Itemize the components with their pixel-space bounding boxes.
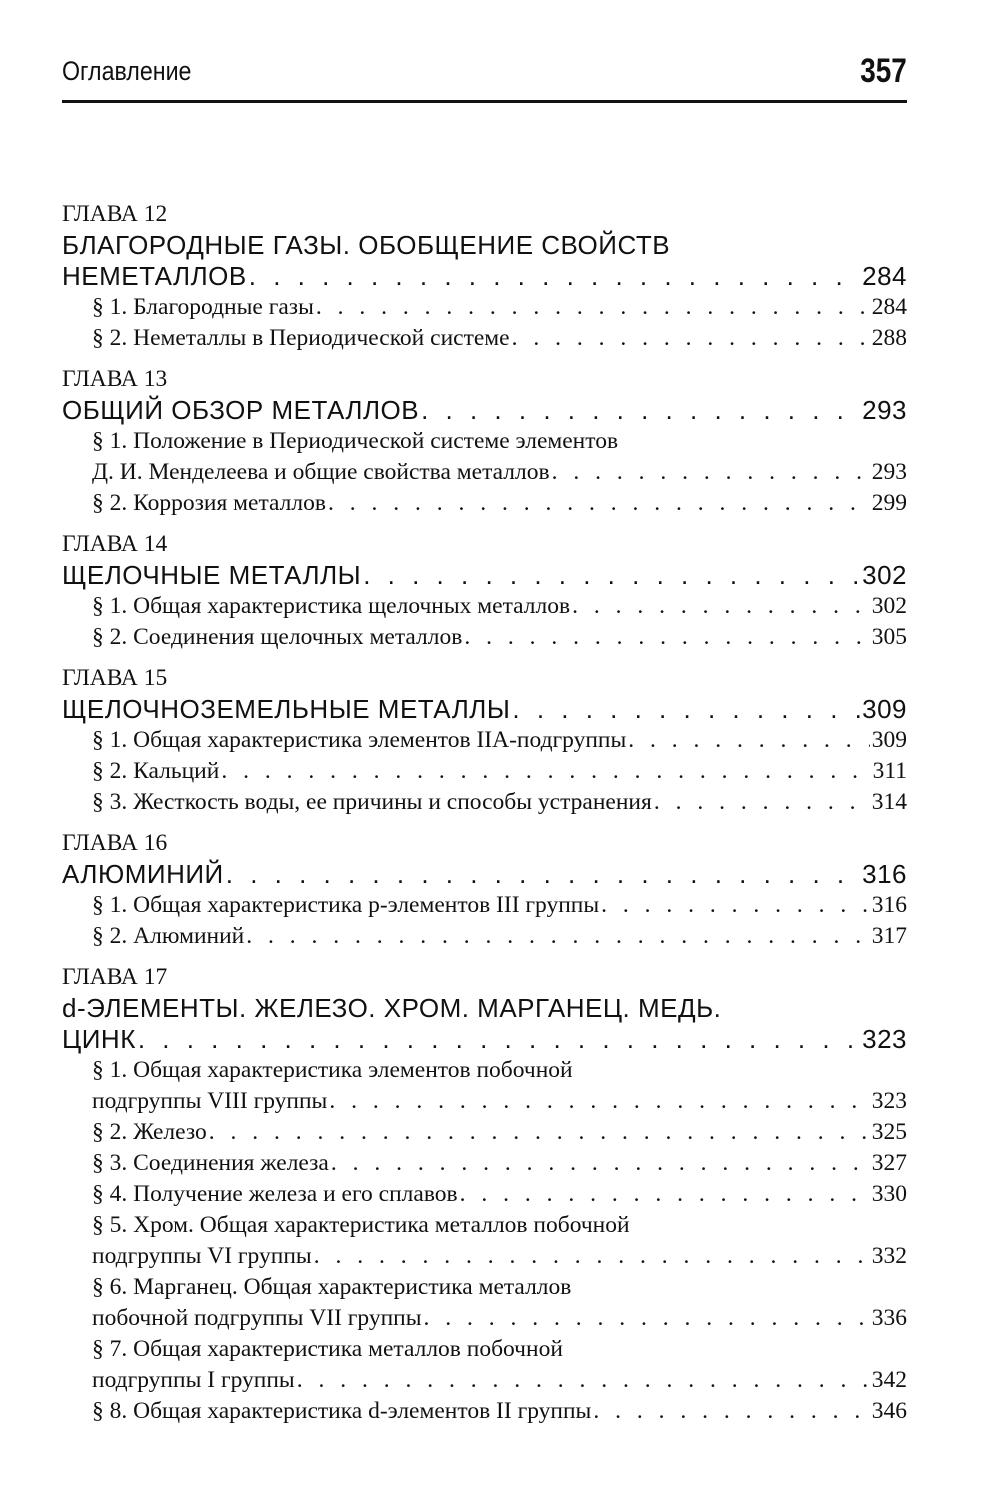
chapter-title-entry[interactable] [62, 859, 907, 890]
page-reference: 288 [871, 325, 907, 351]
dot-leader [601, 890, 870, 921]
toc-entry[interactable] [62, 622, 907, 653]
section-title: § 2. Соединения щелочных металлов [92, 624, 463, 650]
page-reference: 317 [871, 923, 907, 949]
toc-entry[interactable] [62, 725, 907, 756]
dot-leader [628, 725, 869, 756]
dot-leader [654, 787, 870, 818]
dot-leader [209, 1117, 870, 1148]
chapter-title-entry[interactable] [62, 1024, 907, 1055]
dot-leader [314, 1241, 870, 1272]
toc-entry[interactable] [62, 1334, 907, 1396]
toc-entry[interactable] [62, 1055, 907, 1117]
page-reference: 311 [872, 758, 907, 784]
chapter-12 [62, 199, 907, 354]
section-title: подгруппы I группы [92, 1367, 295, 1393]
section-title: § 2. Железо [92, 1119, 207, 1145]
page-reference: 293 [871, 459, 907, 485]
toc-entry[interactable] [62, 426, 907, 488]
page-reference: 342 [871, 1367, 907, 1393]
toc-entry[interactable] [62, 323, 907, 354]
section-title: § 8. Общая характеристика d-элементов II группы [92, 1398, 592, 1424]
chapter-title: ЩЕЛОЧНЫЕ МЕТАЛЛЫ [62, 560, 362, 590]
toc-entry[interactable] [62, 292, 907, 323]
chapter-label[interactable]: ГЛАВА 17 [62, 964, 168, 990]
page-reference: 314 [871, 789, 907, 815]
chapter-title-entry[interactable] [62, 560, 907, 591]
page-reference: 299 [871, 490, 907, 516]
page-reference: 327 [871, 1150, 907, 1176]
page-reference: 336 [871, 1305, 907, 1331]
page-reference: 309 [862, 694, 907, 724]
chapter-label[interactable]: ГЛАВА 15 [62, 665, 168, 691]
running-header-title: Оглавление [62, 56, 192, 86]
page-number: 357 [860, 52, 907, 90]
page-reference: 302 [862, 560, 907, 590]
page-reference: 293 [862, 395, 907, 425]
dot-leader [221, 756, 870, 787]
page-reference: 316 [871, 892, 907, 918]
section-title: Д. И. Менделеева и общие свойства металлов [92, 459, 550, 485]
toc-entry[interactable] [62, 1148, 907, 1179]
dot-leader [464, 622, 869, 653]
toc-entry[interactable] [62, 1272, 907, 1334]
section-title: побочной подгруппы VII группы [92, 1305, 422, 1331]
section-title: § 2. Алюминий [92, 923, 245, 949]
page-reference: 302 [871, 593, 907, 619]
dot-leader [246, 921, 870, 952]
section-title: § 2. Коррозия металлов [92, 490, 326, 516]
toc-entry[interactable] [62, 1396, 907, 1427]
dot-leader [512, 694, 860, 725]
dot-leader [297, 1365, 870, 1396]
chapter-title: ОБЩИЙ ОБЗОР МЕТАЛЛОВ [62, 395, 420, 425]
page-reference: 323 [862, 1024, 907, 1054]
section-title: § 5. Хром. Общая характеристика металлов побочной [92, 1212, 630, 1238]
dot-leader [331, 1148, 870, 1179]
running-header [62, 50, 907, 103]
chapter-label[interactable]: ГЛАВА 12 [62, 201, 168, 227]
page-reference: 325 [871, 1119, 907, 1145]
dot-leader [593, 1396, 869, 1427]
chapter-label[interactable]: ГЛАВА 13 [62, 366, 168, 392]
section-title: § 7. Общая характеристика металлов побочной [92, 1336, 563, 1362]
section-title: § 1. Положение в Периодической системе элементов [92, 428, 619, 454]
section-title: § 6. Марганец. Общая характеристика металлов [92, 1274, 572, 1300]
chapter-title[interactable]: БЛАГОРОДНЫЕ ГАЗЫ. ОБОБЩЕНИЕ СВОЙСТВ [62, 230, 671, 260]
dot-leader [329, 1086, 869, 1117]
toc-entry[interactable] [62, 1179, 907, 1210]
chapter-label[interactable]: ГЛАВА 16 [62, 830, 168, 856]
toc-entry[interactable] [62, 787, 907, 818]
chapter-title-entry[interactable] [62, 694, 907, 725]
table-of-contents [62, 199, 907, 1427]
dot-leader [226, 859, 860, 890]
section-title: § 1. Общая характеристика элементов IIA-подгруппы [92, 727, 627, 753]
page-reference: 284 [862, 261, 907, 291]
toc-entry[interactable] [62, 1117, 907, 1148]
chapter-15 [62, 663, 907, 818]
section-title: § 1. Общая характеристика щелочных металлов [92, 593, 571, 619]
dot-leader [552, 457, 870, 488]
dot-leader [460, 1179, 870, 1210]
dot-leader [138, 1024, 860, 1055]
page-reference: 323 [871, 1088, 907, 1114]
section-title: § 1. Общая характеристика элементов побочной [92, 1057, 573, 1083]
dot-leader [512, 323, 870, 354]
dot-leader [363, 560, 860, 591]
toc-entry[interactable] [62, 1210, 907, 1272]
section-title: § 3. Соединения железа [92, 1150, 329, 1176]
chapter-title-entry[interactable] [62, 395, 907, 426]
chapter-17 [62, 962, 907, 1427]
page-reference: 346 [871, 1398, 907, 1424]
dot-leader [424, 1303, 870, 1334]
dot-leader [249, 261, 860, 292]
page-reference: 316 [862, 859, 907, 889]
toc-page [62, 50, 907, 1437]
dot-leader [421, 395, 860, 426]
dot-leader [316, 292, 870, 323]
section-title: § 1. Благородные газы [92, 294, 314, 320]
chapter-13 [62, 364, 907, 519]
toc-entry[interactable] [62, 591, 907, 622]
page-reference: 332 [871, 1243, 907, 1269]
chapter-14 [62, 529, 907, 653]
toc-entry[interactable] [62, 756, 907, 787]
section-title: подгруппы VI группы [92, 1243, 312, 1269]
chapter-title: ЦИНК [62, 1024, 136, 1054]
section-title: § 4. Получение железа и его сплавов [92, 1181, 458, 1207]
toc-entry[interactable] [62, 921, 907, 952]
chapter-title[interactable]: d-ЭЛЕМЕНТЫ. ЖЕЛЕЗО. ХРОМ. МАРГАНЕЦ. МЕДЬ. [62, 993, 722, 1023]
section-title: § 3. Жесткость воды, ее причины и способы устранения [92, 789, 652, 815]
chapter-title: АЛЮМИНИЙ [62, 859, 224, 889]
section-title: § 2. Кальций [92, 758, 220, 784]
dot-leader [572, 591, 870, 622]
toc-entry[interactable] [62, 890, 907, 921]
chapter-label[interactable]: ГЛАВА 14 [62, 531, 168, 557]
chapter-title: НЕМЕТАЛЛОВ [62, 261, 247, 291]
section-title: § 2. Неметаллы в Периодической системе [92, 325, 510, 351]
chapter-title-entry[interactable] [62, 261, 907, 292]
section-title: подгруппы VIII группы [92, 1088, 328, 1114]
page-reference: 330 [871, 1181, 907, 1207]
dot-leader [328, 488, 870, 519]
chapter-title: ЩЕЛОЧНОЗЕМЕЛЬНЫЕ МЕТАЛЛЫ [62, 694, 511, 724]
chapter-16 [62, 828, 907, 952]
section-title: § 1. Общая характеристика p-элементов III группы [92, 892, 600, 918]
toc-entry[interactable] [62, 488, 907, 519]
page-reference: 284 [871, 294, 907, 320]
page-reference: 309 [871, 727, 907, 753]
page-reference: 305 [871, 624, 907, 650]
